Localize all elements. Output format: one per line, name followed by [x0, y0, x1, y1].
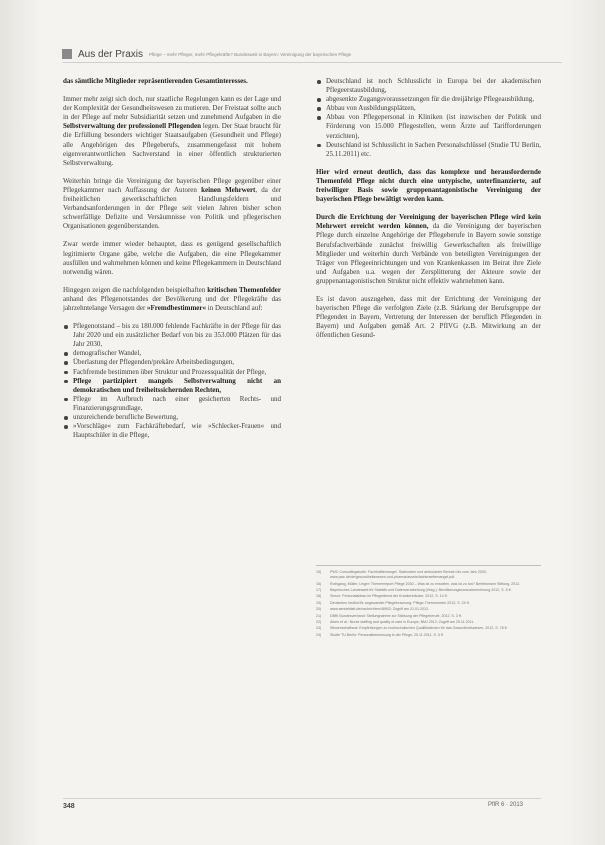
list-item: demografischer Wandel, [71, 349, 281, 358]
left-paragraph-3: Weiterhin bringe die Vereinigung der bayerischen Pflege gegenüber einer Pflegekammer nach Auffassung der Autoren keinen Mehrwert, da der freiheitlichen gewerkschaftlichen Handlungsfeldern und Verbandsanforderungen in der Pflege seit vielen Jahren bisher schon schwerfällige Defizite und Versäumnisse von Politik und pflegerischen Organisationen gegenüberstanden. [63, 176, 282, 231]
list-item: Deutschland ist Schlusslicht in Sachen Personalschlüssel (Studie TU Berlin, 25.11.2011) etc. [326, 140, 541, 158]
right-bold-paragraph [316, 168, 541, 204]
list-item: unzureichende berufliche Bewertung, [71, 413, 281, 422]
left-paragraph-1 [63, 77, 281, 86]
right-paragraph-2 [316, 213, 541, 286]
right-paragraph-3: Es ist davon auszugehen, dass mit der Errichtung der Vereinigung der bayerischen Pflege die verfolgten Ziele (z.B. Stärkung der Berufsgruppe der Pflegenden in Bayern, Vertretung der Interessen der beruflich Pflegenden in Bayern) und Aufgaben gemäß Art. 2 PfIVG (z.B. Mitwirkung an der öffentlichen Gesund- [316, 294, 541, 340]
footnote [316, 633, 541, 638]
footnote [316, 614, 541, 619]
footnote [316, 620, 541, 625]
footnotes [316, 565, 541, 639]
header-subtitle: Pflege – mehr Pfleger, mehr Pflegekräfte? Bundesweit in Bayern: Vereinigung der bayerischen Pflege [149, 51, 352, 57]
left-paragraph-4: Zwar werde immer wieder behauptet, dass es genügend gesellschaftlich legitimierte Organe gäbe, welche die Aufgaben, die eine Pflegekammer ausfüllen und wahrnehmen können und keine Pflegekammern in Deutschland notwendig wären. [63, 240, 281, 276]
footnote-text: Aiken et al.: Nurse staffing and quality of care in Europe, BMJ 2012; Zugriff am 25.11.2011. [330, 619, 475, 624]
paragraph-rest: da die Vereinigung der bayerischen Pflege durch einzelne Angehörige der Pflegeberufe in Bayern sowie sonstige Berufsfachverbände zunächst freiwillig Gewerkschaften als freiwillige Mitglieder und weiterhin durch Verbände von beteiligten Vereinigungen der Träger von Pflegeeinrichtungen und von Krankenkassen im Beirat ihre Ziele und Aufgaben u.a. wegen der Zersplitterung der Akteure sowie der gruppenantagonistischen Struktur nicht effektiv wahrnehmen kann. [316, 222, 542, 285]
footnote [316, 570, 541, 580]
left-column [63, 77, 281, 449]
footnote-text: Wissenschaftsrat: Empfehlungen zu hochschulischen Qualifikationen für das Gesundheitswesen, 2012, S. 78 ff. [330, 626, 508, 631]
right-column [316, 77, 541, 349]
list-item: Pflegenotstand – bis zu 180.000 fehlende Fachkräfte in der Pflege für das Jahr 2020 und ein zusätzlicher Bedarf von bis zu 353.000 Plätzen für das Jahr 2030, [73, 322, 281, 349]
footnote-number: 18) [316, 594, 322, 599]
footnote-text: Simon: Personalabbau im Pflegedienst der Krankenhäuser, 2012, S. 14 ff. [330, 594, 448, 599]
right-bullet-list [316, 77, 541, 159]
bold-run: kritischen Themenfelder [207, 285, 282, 294]
bold-run: keinen Mehrwert [201, 185, 256, 194]
footnote-text: DBfK Bundesverband: Stellungnahme zur Stärkung der Pflegeberufe, 2012, S. 3 ff. [330, 613, 462, 618]
footnote-text: Studie TU Berlin: Personalbemessung in der Pflege, 25.11.2011, S. 5 ff. [330, 632, 444, 637]
list-item [71, 377, 281, 395]
header-marker-square [62, 49, 72, 59]
list-item: Pflege im Aufbruch nach einer gesicherten Rechts- und Finanzierungsgrundlage, [73, 394, 281, 412]
footnote-number: 22) [316, 619, 322, 624]
list-item: Deutschland ist noch Schlusslicht in Europa bei der akademischen Pflegeerstausbildung, [326, 77, 541, 95]
footnote-number: 17) [316, 587, 322, 592]
footnote [316, 601, 541, 606]
footnote-text: Bayerisches Landesamt für Statistik und Datenverarbeitung (Hrsg.): Bevölkerungsvorausberechnung 2012, S. 5 ff. [330, 587, 512, 592]
list-item: Abbau von Pflegepersonal in Kliniken (ist inzwischen der Politik und Förderung von 15.000 Pflegestellen, wenn Ärzte auf Tarifforderungen verzichten), [326, 113, 541, 140]
footnote-text: www.aerzteblatt.de/nachrichten/48902; Zugriff am 21.01.2013. [330, 607, 430, 612]
footnote-text: Rothgang, Müller, Unger: Themenreport Pflege 2030 – Was ist zu erwarten, was ist zu tun? Bertelsmann Stiftung, 2012. [330, 581, 521, 586]
footnote-text: PWC Consultingstudie: Fachkräftemangel. Stationärer und ambulanter Bereich bis zum Jahr 2030; www.pwc.de/de/gesundheitswesen-und-pharma/assets/fachkraeftemangel.pdf. [330, 570, 487, 580]
list-item: Überlastung der Pflegenden/prekäre Arbeitsbedingungen, [71, 358, 281, 367]
footnote-number: 15) [316, 570, 322, 574]
footnote-number: 21) [316, 613, 322, 618]
footer-divider [63, 798, 541, 799]
bold-statement: Hier wird erneut deutlich, dass das komplexe und herausfordernde Themenfeld Pflege nicht durch eine untypische, unterfinanzierte, auf freiwilliger Basis sowie gruppenantagonistische Vereinigung der bayerischen Pflege bewältigt werden kann. [316, 167, 541, 204]
footnote-number: 23) [316, 626, 322, 631]
bold-run: »Fremdbestimmer« [147, 303, 206, 312]
bold-lead: Durch die Errichtung der Vereinigung der bayerischen Pflege wird kein Mehrwert erreicht werden können, [316, 213, 541, 231]
left-paragraph-2: Immer mehr zeigt sich doch, nur staatliche Regelungen kann es der Lage und der Komplexität der Gesundheitswesen zu mutieren. Der Freistaat sollte auch in der Pflege auf mehr Subsidiarität setzen und zunehmend Aufgaben in die Selbstverwaltung der professionell Pflegenden legen. Der Staat braucht für die Erfüllung besonders wichtiger Staatsaufgaben (Gesundheit und Pflege) alle Angehörigen des Pflegeberufs, zusammengefasst mit hohem eigenverantwortlichen Sachverstand in einer öffentlich strukturierten Selbstverwaltung. [63, 95, 281, 167]
footnote-number: 19) [316, 600, 322, 605]
footnote-number: 24) [316, 632, 322, 637]
page-number: 348 [63, 803, 75, 810]
bold-intro: das sämtliche Mitglieder repräsentierenden Gesamtinteresses. [63, 77, 248, 85]
bold-run: Selbstverwaltung der professionell Pflegenden [63, 122, 202, 131]
list-item: »Vorschläge« zum Fachkräftebedarf, wie »Schlecker-Frauen« und Hauptschüler in die Pflege, [73, 422, 281, 440]
left-bullet-list [63, 322, 281, 440]
footnote [316, 607, 541, 612]
footnote [316, 588, 541, 593]
footnote [316, 626, 541, 631]
footnote [316, 582, 541, 587]
left-paragraph-5: Hingegen zeigen die nachfolgenden beispielhaften kritischen Themenfelder anhand des Pflegenotstandes der Bevölkerung und der Pflegekräfte das jahrzehntelange Versagen der »Fremdbestimmer« in Deutschland auf: [63, 285, 282, 312]
footnote [316, 594, 541, 599]
footnote-text: Deutsches Institut für angewandte Pflegeforschung: Pflege-Thermometer 2012, S. 24 ff. [330, 600, 470, 605]
running-header [62, 46, 562, 63]
list-item: abgesenkte Zugangsvoraussetzungen für die dreijährige Pflegeausbildung, [324, 95, 541, 104]
list-item: Abbau von Ausbildungsplätzen, [324, 104, 541, 113]
footnote-number: 20) [316, 607, 322, 612]
journal-reference: PflR 6 · 2013 [488, 802, 524, 808]
bold-list-item: Pflege partizipiert mangels Selbstverwaltung nicht an demokratischen und freiheitssichernden Rechten, [73, 376, 281, 394]
footnote-number: 16) [316, 581, 322, 586]
header-section-title: Aus der Praxis [78, 48, 144, 60]
list-item: Fachfremde bestimmen über Struktur und Prozessqualität der Pflege, [71, 368, 281, 377]
